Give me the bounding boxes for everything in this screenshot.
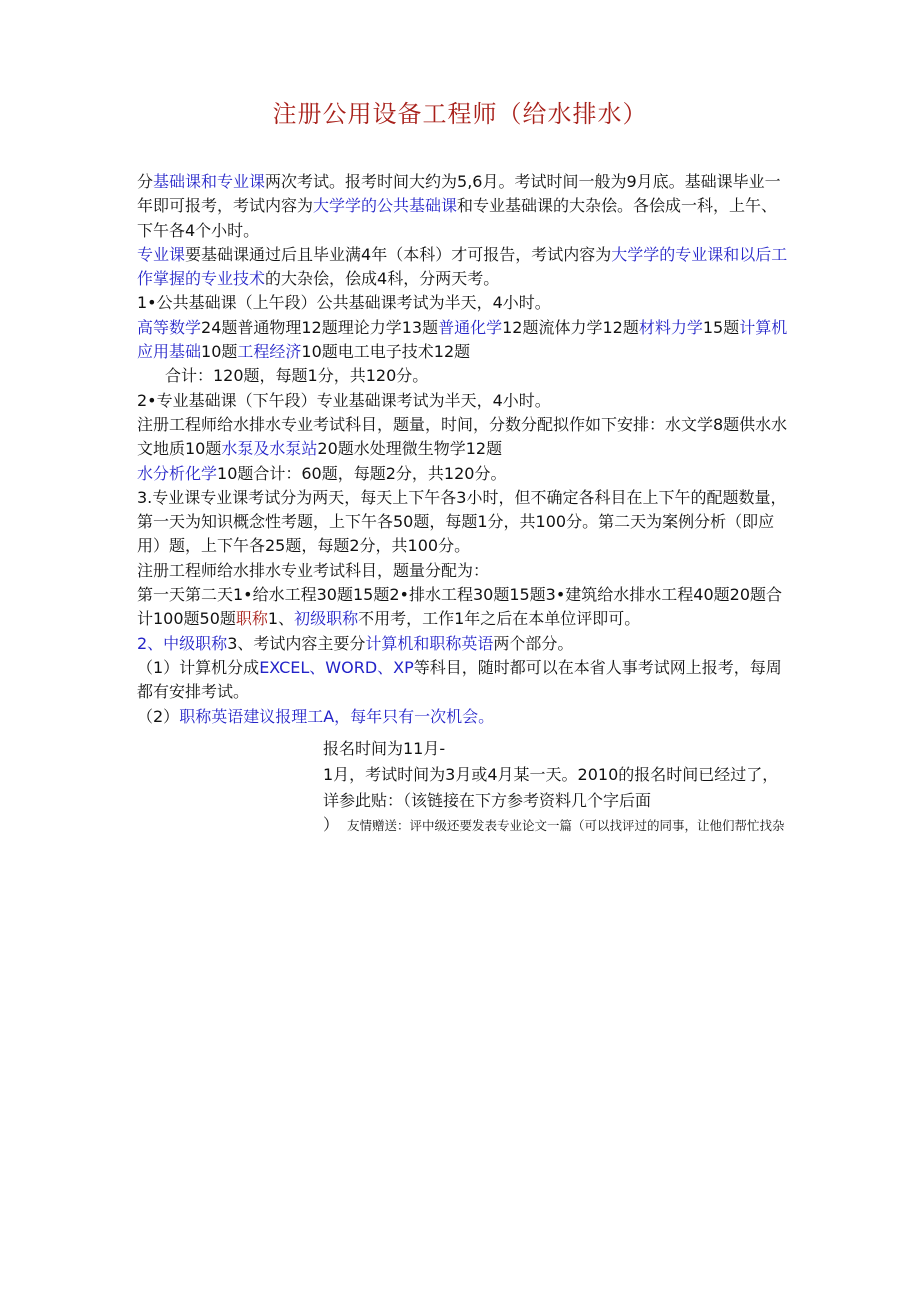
link-public-basic-courses[interactable]: 大学学的公共基础课 xyxy=(313,196,458,216)
text-run: 1、 xyxy=(267,609,295,629)
text-run: 12题流体力学12题 xyxy=(502,317,639,337)
link-engineering-economics[interactable]: 工程经济 xyxy=(237,342,302,362)
link-title[interactable]: 职称 xyxy=(235,609,268,629)
paragraph-professional-course xyxy=(137,243,789,292)
link-junior-title[interactable]: 初级职称 xyxy=(294,609,359,629)
document-tail xyxy=(323,736,789,836)
text-run: 3、考试内容主要分 xyxy=(227,633,366,653)
link-higher-math[interactable]: 高等数学 xyxy=(137,317,202,337)
text-run: 第一天第二天1•给水工程30题15题2•排水工程30题15题3•建筑给水排水工程40题20题合计100题50题 xyxy=(137,585,783,629)
paragraph-total-morning: 合计：120题，每题1分，共120分。 xyxy=(165,366,429,386)
text-run: （2） xyxy=(137,706,180,726)
link-general-chemistry[interactable]: 普通化学 xyxy=(438,317,503,337)
link-title-english[interactable]: 职称英语建议报理工A，每年只有一次机会。 xyxy=(179,706,495,726)
link-material-mechanics[interactable]: 材料力学 xyxy=(638,317,703,337)
text-run: 20题水处理微生物学12题 xyxy=(317,439,503,459)
paragraph-intermediate-title xyxy=(137,632,789,656)
text-run: 的大杂侩，侩成4科，分两天考。 xyxy=(265,269,500,289)
text-run: 要基础课通过后且毕业满4年（本科）才可报告，考试内容为 xyxy=(185,244,612,264)
paragraph-exam-time: 1月，考试时间为3月或4月某一天。2010的报名时间已经过了，详参此贴：（该链接在下方参考资料几个字后面 xyxy=(323,765,779,810)
document-body xyxy=(137,170,789,729)
paragraph-water-analysis xyxy=(137,462,789,486)
text-run: ） xyxy=(323,815,340,834)
link-computer-basics[interactable]: 计算机应用基础 xyxy=(137,317,788,362)
paragraph-day-allocation xyxy=(137,583,789,632)
text-run: 友情赠送：评中级还要发表专业论文一篇（可以找评过的同事，让他们帮忙找杂 xyxy=(346,818,785,833)
link-office-software[interactable]: EXCEL、WORD、XP xyxy=(259,657,414,677)
text-run: 两个部分。 xyxy=(493,633,574,653)
paragraph-gift-note xyxy=(323,814,789,836)
paragraph-registration-time: 报名时间为11月- xyxy=(323,739,446,758)
text-run: 24题普通物理12题理论力学13题 xyxy=(201,317,439,337)
text-run: 注册工程师给水排水专业考试科目，题量，时间，分数分配拟作如下安排：水文学8题供水水文地质10题 xyxy=(137,414,788,459)
paragraph-subject-list xyxy=(137,316,789,365)
link-professional-course[interactable]: 专业课 xyxy=(137,244,186,264)
link-computer-and-english[interactable]: 计算机和职称英语 xyxy=(365,633,494,653)
text-run: （1）计算机分成 xyxy=(137,657,260,677)
paragraph-subject-allocation: 注册工程师给水排水专业考试科目，题量分配为： xyxy=(137,560,490,580)
text-run: 等科目，随时都可以在本省人事考试网上报考，每周都有安排考试。 xyxy=(137,657,782,702)
paragraph-exam-overview xyxy=(137,170,789,243)
paragraph-public-basic: 1•公共基础课（上午段）公共基础课考试为半天，4小时。 xyxy=(137,293,551,313)
paragraph-english-exam xyxy=(137,705,789,729)
paragraph-professional-basic: 2•专业基础课（下午段）专业基础课考试为半天，4小时。 xyxy=(137,390,551,410)
link-water-analysis-chemistry[interactable]: 水分析化学 xyxy=(137,463,218,483)
text-run: 和专业基础课的大杂侩。各侩成一科，上午、下午各4个小时。 xyxy=(137,196,778,240)
text-run: 10题电工电子技术12题 xyxy=(301,342,471,362)
link-basic-and-professional[interactable]: 基础课和专业课 xyxy=(153,172,266,191)
text-run: 不用考，工作1年之后在本单位评即可。 xyxy=(358,609,641,629)
link-intermediate-title[interactable]: 2、中级职称 xyxy=(137,633,228,653)
text-run: 分 xyxy=(137,172,154,191)
paragraph-water-subjects xyxy=(137,413,789,462)
link-pump-station[interactable]: 水泵及水泵站 xyxy=(221,439,318,459)
text-run: 10题 xyxy=(201,342,238,362)
link-university-professional[interactable]: 大学学的专业课和以后工作掌握的专业技术 xyxy=(137,244,788,289)
text-run: 10题合计：60题，每题2分，共120分。 xyxy=(217,463,507,483)
text-run: 15题 xyxy=(702,317,740,337)
text-run: 两次考试。报考时间大约为5,6月。考试时间一般为9月底。基础课毕业一年即可报考，考试内容为 xyxy=(137,172,781,216)
document-title: 注册公用设备工程师（给水排水） xyxy=(272,100,648,128)
paragraph-computer-exam xyxy=(137,656,789,705)
paragraph-professional-exam: 3.专业课专业课考试分为两天，每天上下午各3小时，但不确定各科目在上下午的配题数量，第一天为知识概念性考题，上下午各50题，每题1分，共100分。第二天为案例分析（即应用）题，上下午各25题，每题2分，共100分。 xyxy=(137,487,787,556)
